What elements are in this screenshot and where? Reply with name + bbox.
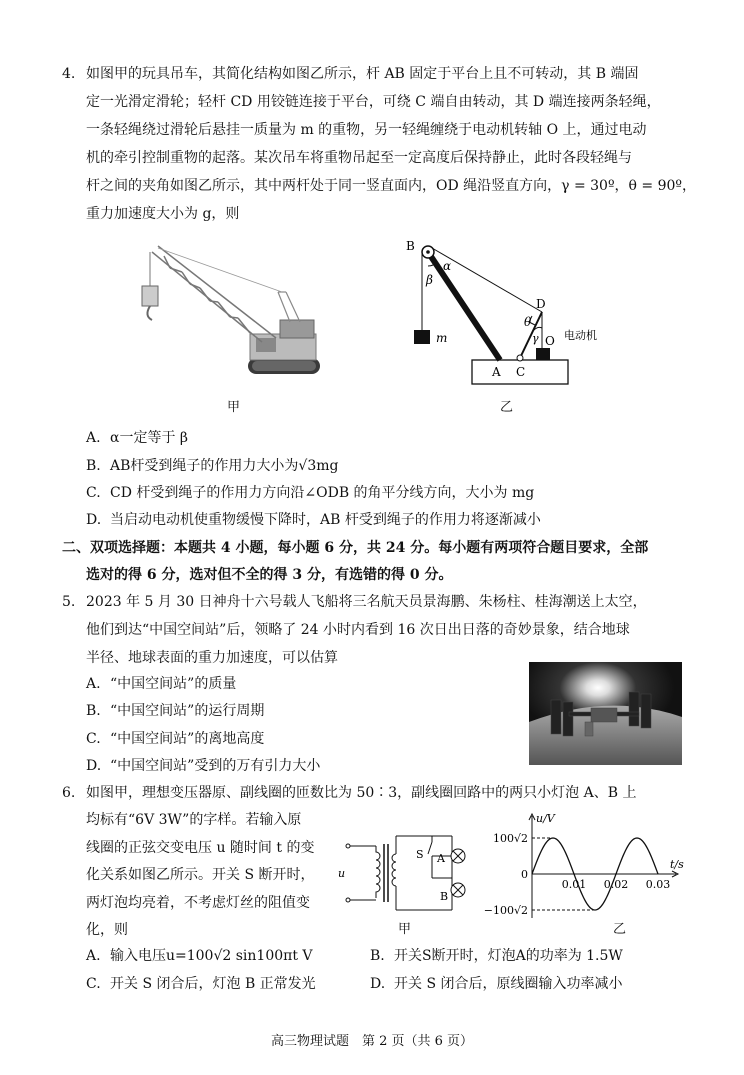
page-footer: 高三物理试题 第 2 页（共 6 页）: [270, 1034, 474, 1049]
lamp-a-icon: [451, 849, 465, 863]
section2-line-2: 选对的得 6 分，选对但不全的得 3 分，有选错的得 0 分。: [86, 567, 453, 583]
transformer-circuit: [336, 828, 476, 918]
q6-fig-yi-caption: 乙: [613, 922, 627, 937]
label-C: C: [516, 365, 526, 379]
q6-line-1: 如图甲，理想变压器原、副线圈的匝数比为 50∶3，副线圈回路中的两只小灯泡 A、B 上: [86, 785, 637, 801]
q6-option-a: 输入电压u=100√2 sin100πt V: [110, 948, 313, 964]
q6-option-a-key: A.: [86, 948, 101, 964]
circuit-label-u: u: [338, 867, 346, 880]
q4-option-d: 当启动电动机使重物缓慢下降时，AB 杆受到绳子的作用力将逐渐减小: [110, 512, 541, 528]
q5-line-3: 半径、地球表面的重力加速度，可以估算: [86, 650, 338, 666]
q5-option-b-key: B.: [86, 703, 101, 719]
q6-line-5: 两灯泡均亮着，不考虑灯丝的阻值变: [86, 895, 310, 911]
label-beta: β: [426, 273, 433, 287]
q5-option-d-key: D.: [86, 758, 102, 774]
space-station-photo: [529, 662, 682, 765]
label-alpha: α: [443, 259, 452, 273]
crane-photo: [130, 238, 330, 388]
x-tick-label: 0.02: [603, 878, 629, 891]
label-B: B: [406, 239, 415, 253]
label-motor: 电动机: [564, 329, 597, 342]
x-tick-label: 0.01: [561, 878, 587, 891]
q6-fig-jia-caption: 甲: [398, 922, 412, 937]
section2-line-1: 二、双项选择题：本题共 4 小题，每小题 6 分，共 24 分。每小题有两项符合题目要求，全部: [62, 540, 649, 556]
q5-option-a-key: A.: [86, 676, 101, 692]
q6-option-d: 开关 S 闭合后，原线圈输入功率减小: [394, 976, 623, 992]
q6-number: 6.: [62, 785, 76, 801]
q4-option-c: CD 杆受到绳子的作用力方向沿∠ODB 的角平分线方向，大小为 mg: [110, 485, 535, 501]
q5-option-c-key: C.: [86, 731, 101, 747]
label-A: A: [492, 365, 501, 379]
q5-line-1: 2023 年 5 月 30 日神舟十六号载人飞船将三名航天员景海鹏、朱杨柱、桂海潮送上太空，: [86, 594, 647, 610]
q5-line-2: 他们到达“中国空间站”后，领略了 24 小时内看到 16 次日出日落的奇妙景象，结合地球: [86, 622, 630, 638]
q5-option-c: “中国空间站”的离地高度: [110, 731, 265, 747]
q4-line-2: 定一光滑定滑轮；轻杆 CD 用铰链连接于平台，可绕 C 端自由转动，其 D 端连接两条轻绳，: [86, 94, 661, 110]
q4-line-1: 如图甲的玩具吊车，其简化结构如图乙所示，杆 AB 固定于平台上且不可转动，其 B 端固: [86, 66, 639, 82]
q6-option-c: 开关 S 闭合后，灯泡 B 正常发光: [110, 976, 316, 992]
y-tick-label: 0: [521, 868, 528, 881]
q6-line-3: 线圈的正弦交变电压 u 随时间 t 的变: [86, 840, 315, 856]
q4-option-d-key: D.: [86, 512, 102, 528]
q6-option-b-key: B.: [370, 948, 385, 964]
x-tick-label: 0.03: [645, 878, 671, 891]
q4-option-c-key: C.: [86, 485, 101, 501]
q6-line-4: 化关系如图乙所示。开关 S 断开时，: [86, 867, 315, 883]
label-D: D: [536, 297, 546, 311]
voltage-time-chart: [478, 810, 688, 922]
label-gamma: γ: [532, 332, 539, 345]
q4-option-b-key: B.: [86, 458, 101, 474]
q4-fig-yi-caption: 乙: [500, 400, 514, 415]
q5-option-a: “中国空间站”的质量: [110, 676, 237, 692]
label-O: O: [545, 334, 555, 348]
q4-line-3: 一条轻绳绕过滑轮后悬挂一质量为 m 的重物，另一轻绳缠绕于电动机转轴 O 上，通过电动: [86, 122, 647, 138]
q5-option-d: “中国空间站”受到的万有引力大小: [110, 758, 321, 774]
lamp-b-icon: [451, 883, 465, 897]
q4-line-4: 机的牵引控制重物的起落。某次吊车将重物吊起至一定高度后保持静止，此时各段轻绳与: [86, 150, 632, 166]
q6-option-c-key: C.: [86, 976, 101, 992]
q4-fig-jia-caption: 甲: [227, 400, 241, 415]
q5-number: 5.: [62, 594, 76, 610]
q6-option-b: 开关S断开时，灯泡A的功率为 1.5W: [394, 948, 623, 964]
q6-line-2: 均标有“6V 3W”的字样。若输入原: [86, 812, 302, 828]
q6-option-d-key: D.: [370, 976, 386, 992]
circuit-label-b: B: [440, 890, 449, 903]
y-tick-label: 100√2: [492, 832, 528, 845]
q4-option-a-key: A.: [86, 430, 101, 446]
q4-line-6: 重力加速度大小为 g，则: [86, 206, 240, 222]
label-m: m: [436, 331, 448, 345]
q5-option-b: “中国空间站”的运行周期: [110, 703, 265, 719]
q4-line-5: 杆之间的夹角如图乙所示，其中两杆处于同一竖直面内，OD 绳沿竖直方向，γ = 30º，θ = 90º，: [86, 178, 697, 194]
label-theta: θ: [524, 315, 532, 329]
q6-line-6: 化，则: [86, 922, 128, 938]
q4-diagram-yi: [400, 236, 610, 386]
y-axis-label: u/V: [536, 812, 555, 825]
q4-option-a: α一定等于 β: [110, 430, 188, 446]
y-tick-label: −100√2: [483, 904, 528, 917]
circuit-label-a: A: [437, 852, 445, 865]
q4-option-b: AB杆受到绳子的作用力大小为√3mg: [110, 458, 339, 474]
x-axis-label: t/s: [670, 858, 684, 871]
circuit-label-s: S: [416, 848, 424, 861]
q4-number: 4.: [62, 66, 76, 82]
